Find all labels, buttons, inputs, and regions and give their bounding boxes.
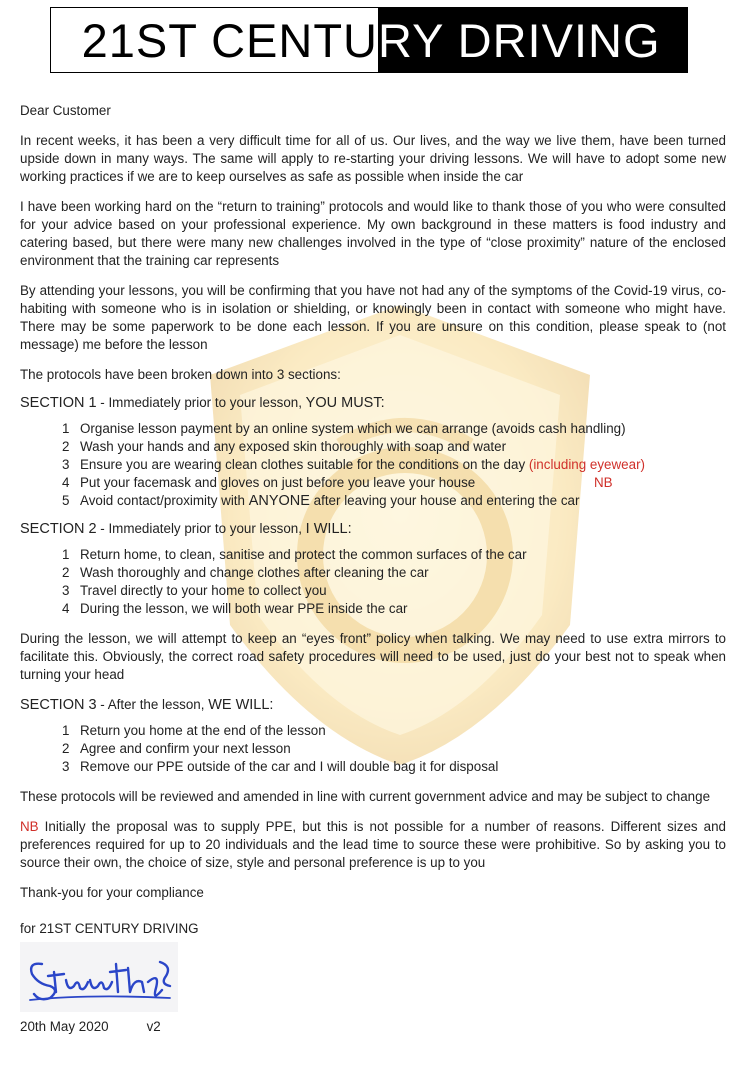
paragraph-during-lesson: During the lesson, we will attempt to keep an “eyes front” policy when talking. We may need to use extra mirrors to facilitate this. Obviously, the correct road safety procedures will need to be used, just do your best not to speak when turning your head [20, 631, 726, 682]
section-2-lead: - Immediately prior to your lesson, [96, 521, 306, 536]
section-1-label: SECTION 1 [20, 395, 97, 411]
paragraph-review: These protocols will be reviewed and amended in line with current government advice and may be subject to change [20, 789, 711, 804]
paragraph-attendance: By attending your lessons, you will be confirming that you have not had any of the symptoms of the Covid-19 virus, co-habiting with someone who is in isolation or shielding, or knowingly been in contact with someone who might have. There may be some paperwork to be done each lesson. If you are unsure on this condition, please speak to (not message) me before the lesson [20, 283, 726, 352]
list-item: 1 Organise lesson payment by an online system which we can arrange (avoids cash handling) [62, 421, 626, 436]
eyewear-note: (including eyewear) [528, 457, 645, 472]
banner-title-left: 21ST CENTU [51, 8, 378, 72]
section-2-heading [20, 520, 726, 538]
list-item: 5 Avoid contact/proximity with ANYONE after leaving your house and entering the car [62, 493, 580, 509]
section-1-list [20, 420, 726, 510]
section-3-lead: - After the lesson, [96, 697, 209, 712]
anyone-emph: ANYONE [248, 493, 310, 509]
paragraph-protocols: I have been working hard on the “return to training” protocols and would like to thank those of you who were consulted for your advice based on your professional experience. My own background in these matters is food industry and catering based, but there were many new challenges involved in the type of “close proximity” nature of the enclosed environment that the training car represents [20, 199, 726, 268]
thanks-line: Thank-you for your compliance [20, 885, 204, 900]
paragraph-nb: NB Initially the proposal was to supply PPE, but this is not possible for a number of reasons. Different sizes and preferences required for up to 20 individuals and the lead time to source these were prohibitive. So by asking you to source their own, the choice of size, style and personal preference is up to you [20, 819, 726, 870]
list-item: 3 Remove our PPE outside of the car and I will double bag it for disposal [62, 759, 499, 774]
section-2-label: SECTION 2 [20, 521, 97, 537]
section-3-label: SECTION 3 [20, 697, 97, 713]
section-2-list [20, 546, 726, 618]
signature-image [20, 942, 178, 1012]
paragraph-sections: The protocols have been broken down into 3 sections: [20, 367, 341, 382]
list-item: 4 During the lesson, we will both wear PPE inside the car [62, 601, 408, 616]
greeting: Dear Customer [20, 103, 111, 118]
list-item: 2 Wash thoroughly and change clothes after cleaning the car [62, 565, 429, 580]
list-item: 2 Agree and confirm your next lesson [62, 741, 291, 756]
section-3-list [20, 722, 726, 776]
date: 20th May 2020 [20, 1019, 109, 1034]
letter-body [20, 102, 726, 1036]
paragraph-intro: In recent weeks, it has been a very difficult time for all of us. Our lives, and the way we live them, have been turned upside down in many ways. The same will apply to re-starting your driving lessons. We will have to adopt some new working practices if we are to keep ourselves as safe as possible when inside the car [20, 133, 726, 184]
list-item: 3 Travel directly to your home to collect you [62, 583, 327, 598]
nb-label: NB [20, 819, 39, 834]
section-1-emph: YOU MUST: [305, 395, 385, 411]
list-item: 3 Ensure you are wearing clean clothes suitable for the conditions on the day (including eyewear) [62, 457, 645, 472]
version: v2 [146, 1019, 161, 1034]
section-1-lead: - Immediately prior to your lesson, [96, 395, 306, 410]
section-3-heading [20, 696, 726, 714]
nb-marker: NB [594, 475, 613, 490]
logo-banner [50, 7, 688, 73]
signoff-line: for 21ST CENTURY DRIVING [20, 921, 199, 936]
section-2-emph: I WILL: [305, 521, 352, 537]
list-item: 1 Return you home at the end of the lesson [62, 723, 326, 738]
list-item: 4 Put your facemask and gloves on just before you leave your house NB [62, 475, 613, 490]
banner-title-right: RY DRIVING [378, 8, 687, 72]
section-1-heading [20, 394, 726, 412]
section-3-emph: WE WILL: [208, 697, 274, 713]
list-item: 1 Return home, to clean, sanitise and protect the common surfaces of the car [62, 547, 527, 562]
list-item: 2 Wash your hands and any exposed skin thoroughly with soap and water [62, 439, 507, 454]
date-row [20, 1018, 726, 1036]
signature-icon [20, 942, 178, 1012]
